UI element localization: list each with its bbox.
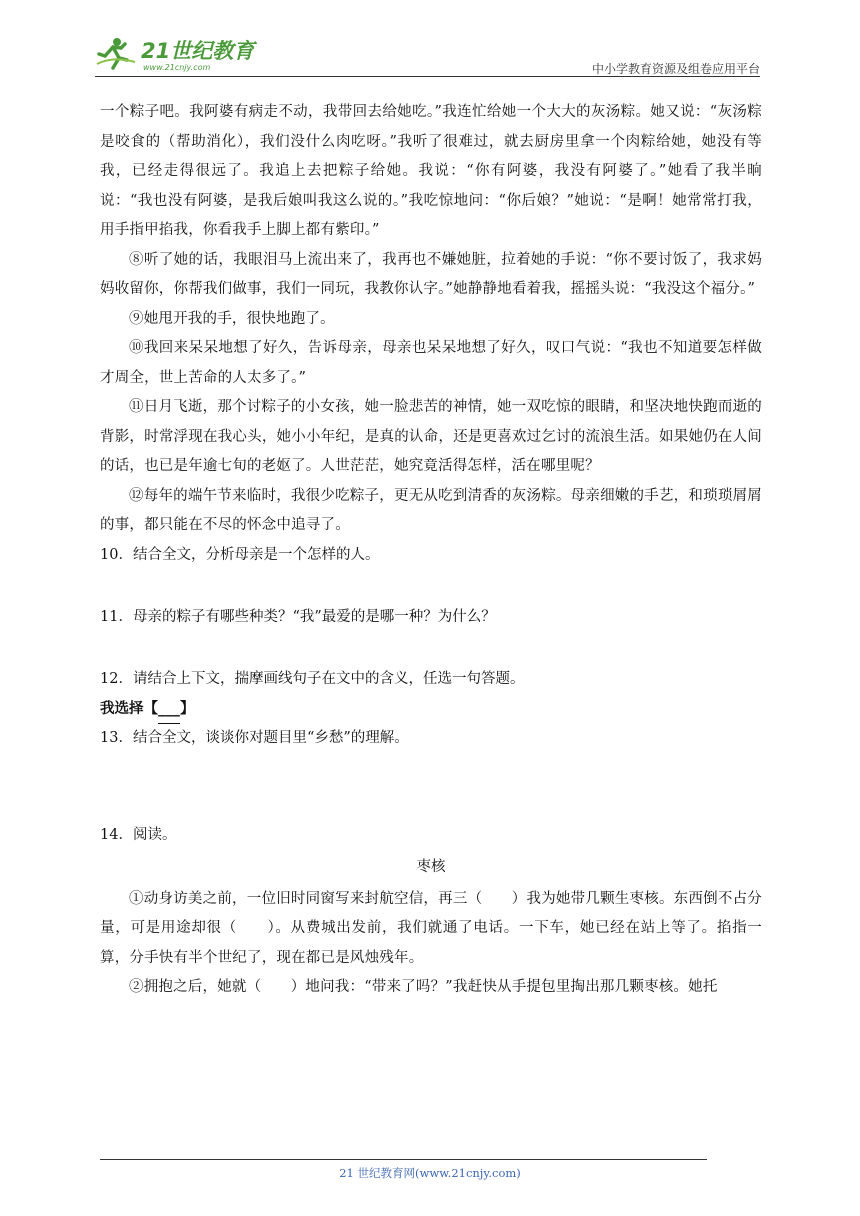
document-body bbox=[100, 98, 762, 1003]
passage-paragraph: ⑨她甩开我的手，很快地跑了。 bbox=[129, 310, 335, 327]
passage-paragraph: ⑧听了她的话，我眼泪马上流出来了，我再也不嫌她脏，拉着她的手说：“你不要讨饭了，我求妈妈收留你，你帮我们做事，我们一同玩，我教你认字。”她静静地看着我，摇摇头说：“我没这个福分。” bbox=[100, 251, 762, 297]
passage-paragraph: ①动身访美之前，一位旧时同窗写来封航空信，再三（ ）我为她带几颗生枣核。东西倒不占分量，可是用途却很（ ）。从费城出发前，我们就通了电话。一下车，她已经在站上等了。掐指一算，分手快有半个世纪了，现在都已是风烛残年。 bbox=[100, 890, 762, 966]
question-12-choice bbox=[100, 694, 762, 724]
passage-paragraph: ⑩我回来呆呆地想了好久，告诉母亲，母亲也呆呆地想了好久，叹口气说：“我也不知道要怎样做才周全，世上苦命的人太多了。” bbox=[100, 340, 762, 386]
footer-divider bbox=[100, 1159, 707, 1160]
site-logo bbox=[95, 34, 265, 74]
question-11: 11．母亲的粽子有哪些种类？“我”最爱的是哪一种？为什么？ bbox=[100, 608, 496, 625]
question-14: 14．阅读。 bbox=[100, 826, 177, 843]
choice-prefix: 我选择【 bbox=[100, 699, 158, 717]
passage-title: 枣核 bbox=[416, 858, 446, 875]
platform-name: 中小学教育资源及组卷应用平台 bbox=[591, 62, 760, 76]
passage-paragraph: 一个粽子吧。我阿婆有病走不动，我带回去给她吃。”我连忙给她一个大大的灰汤粽。她又说：“灰汤粽是咬食的（帮助消化），我们没什么肉吃呀。”我听了很难过，就去厨房里拿一个肉粽给她，她没有等我，已经走得很远了。我追上去把粽子给她。我说：“你有阿婆，我没有阿婆了。”她看了我半晌说：“我也没有阿婆，是我后娘叫我这么说的。”我吃惊地问：“你后娘？”她说：“是啊！她常常打我，用手指甲掐我，你看我手上脚上都有紫印。” bbox=[100, 104, 762, 238]
runner-icon bbox=[97, 38, 135, 68]
choice-suffix: 】 bbox=[180, 699, 195, 717]
logo-text: 21世纪教育 bbox=[141, 39, 255, 63]
passage-paragraph: ⑪日月飞逝，那个讨粽子的小女孩，她一脸悲苦的神情，她一双吃惊的眼睛，和坚决地快跑而逝的背影，时常浮现在我心头，她小小年纪，是真的认命，还是更喜欢过乞讨的流浪生活。如果她仍在人间的话，也已是年逾七旬的老妪了。人世茫茫，她究竟活得怎样，活在哪里呢？ bbox=[100, 399, 762, 474]
header-divider bbox=[95, 76, 760, 77]
logo-url: www.21cnjy.com bbox=[143, 63, 211, 72]
page-footer[interactable]: 21 世纪教育网(www.21cnjy.com) bbox=[339, 1166, 521, 1180]
question-13: 13．结合全文，谈谈你对题目里“乡愁”的理解。 bbox=[100, 729, 409, 746]
page-header bbox=[95, 30, 760, 80]
passage-paragraph: ②拥抱之后，她就（ ）地问我：“带来了吗？”我赶快从手提包里掏出那几颗枣核。她托 bbox=[129, 979, 718, 995]
passage-paragraph: ⑫每年的端午节来临时，我很少吃粽子，更无从吃到清香的灰汤粽。母亲细嫩的手艺，和琐琐屑屑的事，都只能在不尽的怀念中追寻了。 bbox=[100, 487, 762, 533]
question-12: 12．请结合上下文，揣摩画线句子在文中的含义，任选一句答题。 bbox=[100, 670, 525, 687]
question-10: 10．结合全文，分析母亲是一个怎样的人。 bbox=[100, 546, 380, 563]
choice-blank[interactable]: ___ bbox=[158, 694, 180, 724]
